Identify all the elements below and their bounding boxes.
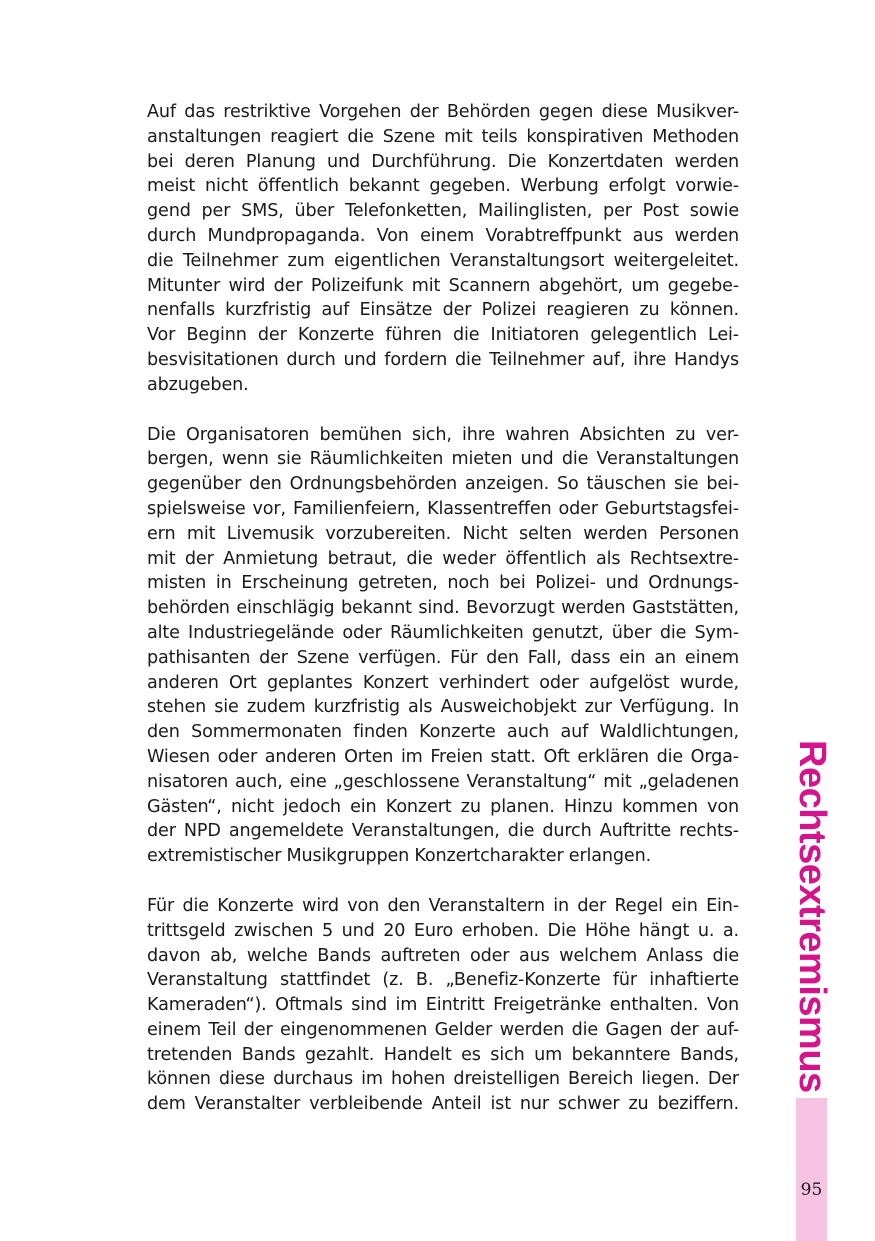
text-line: bergen, wenn sie Räumlichkeiten mieten und die Veranstaltungen — [147, 449, 739, 470]
paragraph — [147, 894, 739, 1117]
text-line: Veranstaltung stattfindet (z. B. „Benefiz-Konzerte für inhaftierte — [147, 970, 739, 991]
text-line: Die Organisatoren bemühen sich, ihre wahren Absichten zu ver- — [147, 424, 739, 445]
paragraph — [147, 423, 739, 869]
text-line: Vor Beginn der Konzerte führen die Initiatoren gelegentlich Lei- — [147, 325, 739, 346]
text-line: durch Mundpropaganda. Von einem Vorabtreffpunkt aus werden — [147, 225, 739, 246]
page-number: 95 — [800, 1180, 823, 1200]
text-line: können diese durchaus im hohen dreistelligen Bereich liegen. Der — [147, 1069, 739, 1090]
text-line: einem Teil der eingenommenen Gelder werden die Gagen der auf- — [147, 1019, 739, 1040]
text-line: spielsweise vor, Familienfeiern, Klassentreffen oder Geburtstagsfei- — [147, 498, 739, 519]
text-line: anstaltungen reagiert die Szene mit teils konspirativen Methoden — [147, 126, 739, 147]
text-line: besvisitationen durch und fordern die Teilnehmer auf, ihre Handys — [147, 349, 739, 370]
text-line: den Sommermonaten finden Konzerte auch auf Waldlichtungen, — [147, 722, 739, 743]
text-line: trittsgeld zwischen 5 und 20 Euro erhoben. Die Höhe hängt u. a. — [147, 920, 739, 941]
page-tab — [796, 1098, 827, 1241]
text-line: meist nicht öffentlich bekannt gegeben. Werbung erfolgt vorwie- — [147, 176, 739, 197]
text-line: bei deren Planung und Durchführung. Die Konzertdaten werden — [147, 151, 739, 172]
text-line: Wiesen oder anderen Orten im Freien statt. Oft erklären die Orga- — [147, 746, 739, 767]
text-line: Auf das restriktive Vorgehen der Behörden gegen diese Musikver- — [147, 102, 739, 122]
text-line: dem Veranstalter verbleibende Anteil ist nur schwer zu beziffern. — [147, 1094, 739, 1115]
text-line: Gästen“, nicht jedoch ein Konzert zu planen. Hinzu kommen von — [147, 796, 739, 817]
text-line: mit der Anmietung betraut, die weder öffentlich als Rechtsextre- — [147, 548, 739, 569]
paragraph — [147, 100, 739, 398]
text-line: Für die Konzerte wird von den Veranstaltern in der Regel ein Ein- — [147, 895, 739, 916]
text-line: davon ab, welche Bands auftreten oder aus welchem Anlass die — [147, 945, 739, 966]
text-line: nisatoren auch, eine „geschlossene Veranstaltung“ mit „geladenen — [147, 771, 739, 792]
text-line: anderen Ort geplantes Konzert verhindert oder aufgelöst wurde, — [147, 672, 739, 693]
text-line: misten in Erscheinung getreten, noch bei Polizei- und Ordnungs- — [147, 573, 739, 594]
text-line: extremistischer Musikgruppen Konzertcharakter erlangen. — [147, 846, 652, 867]
body-text — [147, 100, 739, 1117]
text-line: der NPD angemeldete Veranstaltungen, die durch Auftritte rechts- — [147, 821, 739, 842]
section-title — [790, 740, 834, 1093]
text-line: gegenüber den Ordnungsbehörden anzeigen. So täuschen sie bei- — [147, 474, 739, 495]
text-line: nenfalls kurzfristig auf Einsätze der Polizei reagieren zu können. — [147, 300, 739, 321]
text-line: behörden einschlägig bekannt sind. Bevorzugt werden Gaststätten, — [147, 598, 739, 619]
text-line: pathisanten der Szene verfügen. Für den Fall, dass ein an einem — [147, 647, 739, 668]
section-title-text: Rechtsextremismus — [791, 740, 833, 1093]
text-line: ern mit Livemusik vorzubereiten. Nicht selten werden Personen — [147, 523, 739, 544]
text-line: die Teilnehmer zum eigentlichen Veranstaltungsort weitergeleitet. — [147, 250, 739, 271]
text-line: stehen sie zudem kurzfristig als Ausweichobjekt zur Verfügung. In — [147, 697, 739, 718]
text-line: gend per SMS, über Telefonketten, Mailinglisten, per Post sowie — [147, 201, 739, 222]
text-line: Mitunter wird der Polizeifunk mit Scannern abgehört, um gegebe- — [147, 275, 739, 296]
text-line: Kameraden“). Oftmals sind im Eintritt Freigetränke enthalten. Von — [147, 995, 739, 1016]
text-line: abzugeben. — [147, 374, 249, 395]
text-line: tretenden Bands gezahlt. Handelt es sich um bekanntere Bands, — [147, 1044, 739, 1065]
text-line: alte Industriegelände oder Räumlichkeiten genutzt, über die Sym- — [147, 622, 739, 643]
